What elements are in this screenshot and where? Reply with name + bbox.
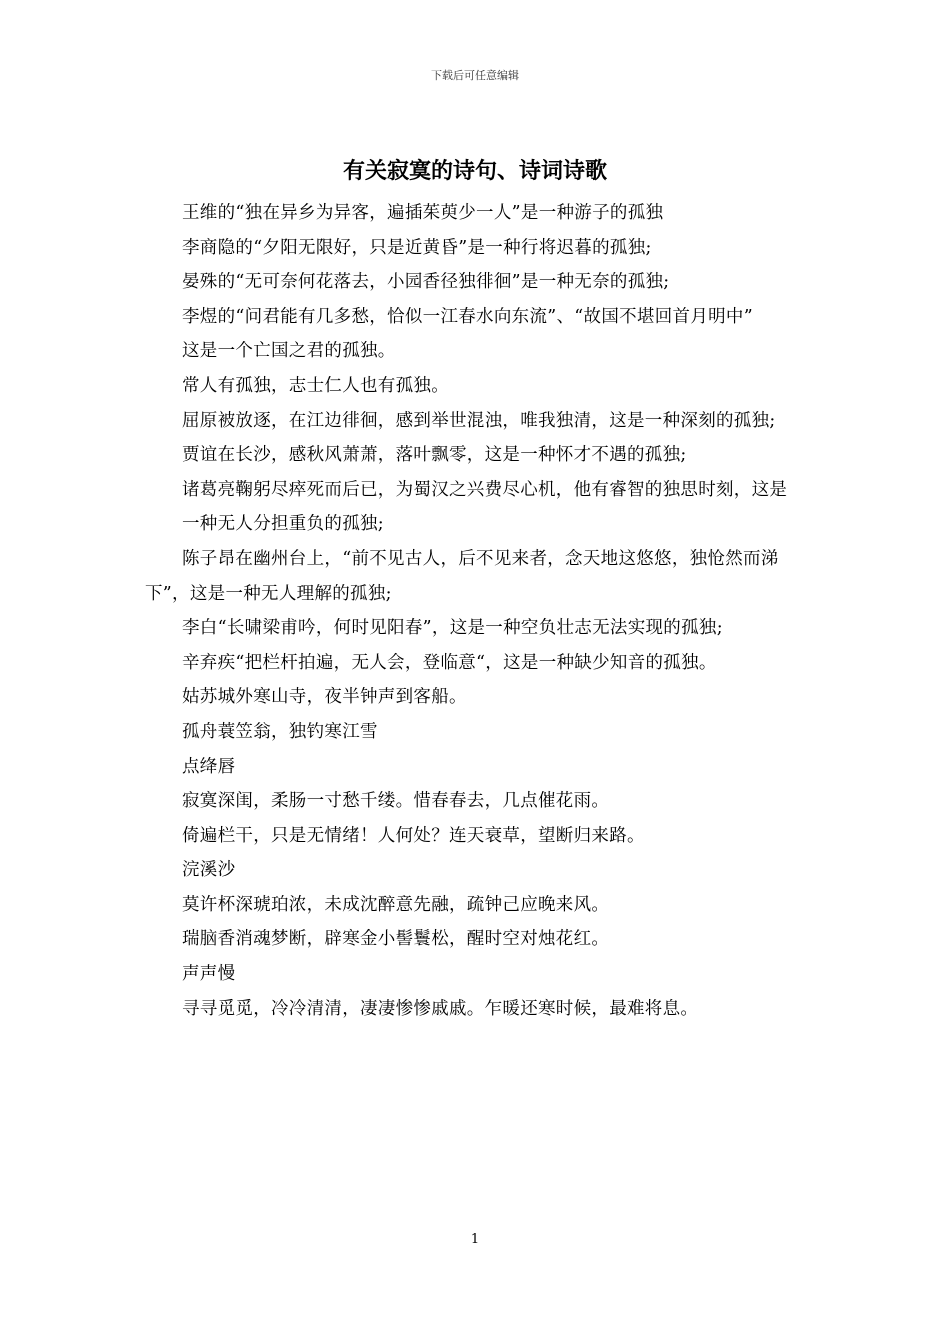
page-number: 1 [470, 1232, 480, 1247]
paragraph: 辛弃疾“把栏杆拍遍，无人会，登临意“，这是一种缺少知音的孤独。 [182, 652, 717, 673]
paragraph: 李商隐的“夕阳无限好，只是近黄昏”是一种行将迟暮的孤独; [182, 237, 652, 258]
paragraph: 这是一个亡国之君的孤独。 [182, 341, 396, 362]
paragraph: 诸葛亮鞠躬尽瘁死而后已，为蜀汉之兴费尽心机，他有睿智的独思时刻，这是 [182, 479, 788, 500]
paragraph: 晏殊的“无可奈何花落去，小园香径独徘徊”是一种无奈的孤独; [182, 272, 670, 293]
paragraph: 寻寻觅觅，冷冷清清，凄凄惨惨戚戚。乍暖还寒时候，最难将息。 [182, 998, 699, 1019]
paragraph: 李煜的“问君能有几多愁，恰似一江春水向东流”、“故国不堪回首月明中” [182, 306, 753, 327]
paragraph: 寂寞深闺，柔肠一寸愁千缕。惜春春去，几点催花雨。 [182, 791, 610, 812]
paragraph: 屈原被放逐，在江边徘徊，感到举世混浊，唯我独清，这是一种深刻的孤独; [182, 410, 776, 431]
header-note: 下载后可任意编辑 [431, 69, 519, 82]
paragraph: 常人有孤独，志士仁人也有孤独。 [182, 375, 449, 396]
poem-title: 点绛唇 [182, 756, 236, 777]
paragraph: 李白“长啸梁甫吟，何时见阳春”，这是一种空负壮志无法实现的孤独; [182, 618, 723, 639]
paragraph: 陈子昂在幽州台上，“前不见古人，后不见来者，念天地这悠悠，独怆然而涕下”，这是一种无人理解的孤独; [145, 548, 779, 604]
paragraph: 倚遍栏干，只是无情绪！人何处？连天衰草，望断归来路。 [182, 825, 645, 846]
paragraph: 贾谊在长沙，感秋风萧萧，落叶飘零，这是一种怀才不遇的孤独; [182, 445, 687, 466]
paragraph: 瑞脑香消魂梦断，辟寒金小髻鬟松，醒时空对烛花红。 [182, 929, 610, 950]
paragraph: 一种无人分担重负的孤独; [182, 514, 384, 535]
poem-title: 浣溪沙 [182, 860, 236, 881]
document-body [145, 196, 813, 1026]
paragraph: 王维的“独在异乡为异客，遍插茱萸少一人”是一种游子的孤独 [182, 203, 664, 223]
paragraph: 莫许杯深琥珀浓，未成沈醉意先融，疏钟己应晚来风。 [182, 894, 610, 915]
paragraph: 孤舟蓑笠翁，独钓寒江雪 [182, 721, 378, 742]
paragraph: 姑苏城外寒山寺，夜半钟声到客船。 [182, 687, 467, 708]
document-title: 有关寂寞的诗句、诗词诗歌 [342, 158, 607, 184]
poem-title: 声声慢 [182, 964, 236, 985]
